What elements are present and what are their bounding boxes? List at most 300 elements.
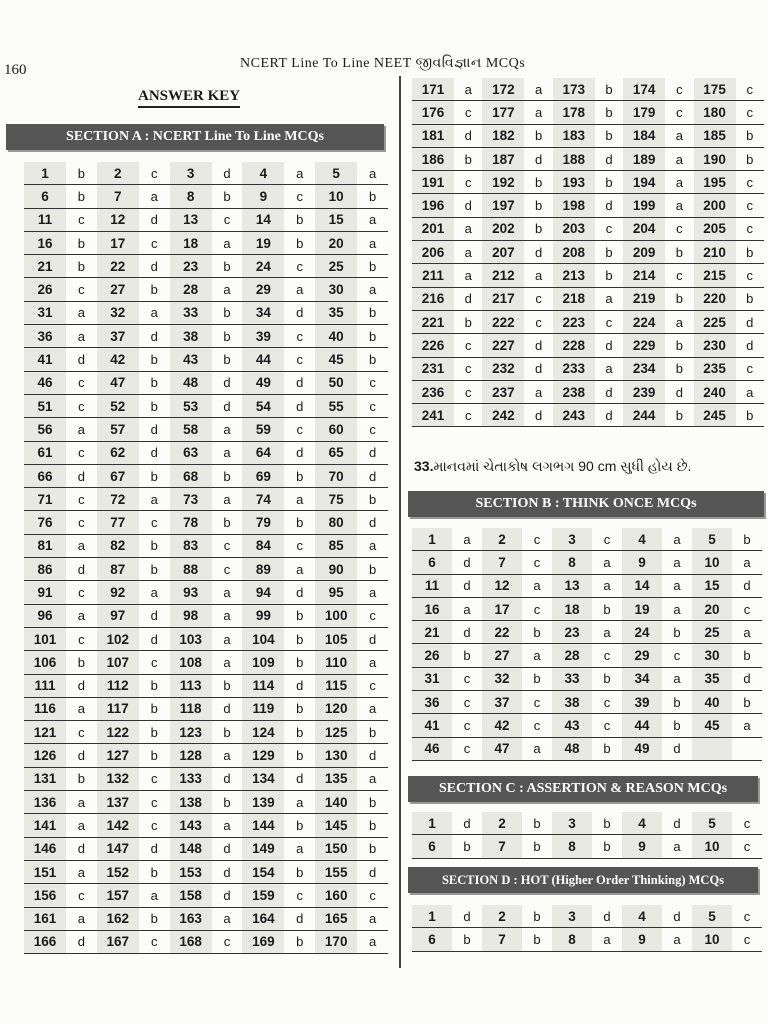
- answer-letter: d: [357, 860, 388, 883]
- section-a-table-left: [24, 162, 388, 954]
- question-number: 232: [482, 357, 524, 380]
- question-number: 230: [694, 334, 736, 357]
- answer-letter: b: [357, 185, 388, 208]
- answer-letter: a: [66, 534, 97, 557]
- answer-row: [24, 907, 388, 930]
- answer-letter: b: [452, 835, 482, 858]
- answer-row: [24, 394, 388, 417]
- answer-row: [412, 101, 764, 124]
- question-number: 135: [315, 767, 357, 790]
- answer-letter: c: [66, 627, 97, 650]
- question-number: 74: [242, 488, 284, 511]
- answer-letter: a: [454, 78, 482, 101]
- question-number: 21: [412, 621, 452, 644]
- question-number: 182: [482, 124, 524, 147]
- section-c-table: [412, 812, 762, 859]
- question-number: 101: [24, 627, 66, 650]
- question-number: 214: [623, 264, 665, 287]
- answer-letter: d: [452, 574, 482, 597]
- answer-letter: c: [66, 371, 97, 394]
- question-number: 12: [482, 574, 522, 597]
- question-number: 15: [692, 574, 732, 597]
- answer-letter: c: [592, 714, 622, 737]
- question-number: 165: [315, 907, 357, 930]
- question-number: 18: [170, 231, 212, 254]
- question-number: 41: [24, 348, 66, 371]
- question-number: 5: [692, 528, 732, 551]
- question-number: 17: [482, 597, 522, 620]
- question-number: 141: [24, 814, 66, 837]
- answer-row: [24, 558, 388, 581]
- answer-letter: d: [595, 194, 623, 217]
- question-number: 158: [170, 884, 212, 907]
- answer-letter: b: [592, 812, 622, 835]
- answer-letter: b: [522, 928, 552, 951]
- question-number: 7: [482, 551, 522, 574]
- question-number: 73: [170, 488, 212, 511]
- answer-letter: c: [452, 667, 482, 690]
- question-number: 20: [692, 597, 732, 620]
- answer-letter: b: [212, 348, 243, 371]
- answer-letter: c: [595, 310, 623, 333]
- question-number: 71: [24, 488, 66, 511]
- question-number: 11: [24, 208, 66, 231]
- question-number: 5: [315, 162, 357, 185]
- answer-letter: a: [357, 930, 388, 953]
- answer-letter: c: [736, 78, 764, 101]
- question-number: 227: [482, 334, 524, 357]
- question-number: 149: [242, 837, 284, 860]
- question-number: 14: [622, 574, 662, 597]
- answer-row: [412, 171, 764, 194]
- answer-letter: c: [736, 217, 764, 240]
- question-number: 4: [242, 162, 284, 185]
- question-number: 2: [97, 162, 139, 185]
- answer-row: [24, 627, 388, 650]
- answer-letter: a: [662, 528, 692, 551]
- answer-letter: c: [452, 691, 482, 714]
- answer-letter: b: [524, 194, 552, 217]
- answer-letter: b: [66, 231, 97, 254]
- question-number: 196: [412, 194, 454, 217]
- question-number: 55: [315, 394, 357, 417]
- question-number: 13: [170, 208, 212, 231]
- answer-letter: a: [665, 194, 693, 217]
- answer-letter: a: [522, 644, 552, 667]
- answer-row: [24, 604, 388, 627]
- question-number: 70: [315, 464, 357, 487]
- question-number: 218: [553, 287, 595, 310]
- question-number: 48: [552, 737, 592, 760]
- question-number: 208: [553, 241, 595, 264]
- answer-letter: b: [595, 264, 623, 287]
- question-number: 179: [623, 101, 665, 124]
- answer-letter: b: [139, 534, 170, 557]
- answer-row: [24, 581, 388, 604]
- question-number: 245: [694, 404, 736, 427]
- answer-letter: c: [284, 255, 315, 278]
- answer-letter: c: [284, 534, 315, 557]
- question-number: 11: [412, 574, 452, 597]
- answer-letter: a: [592, 621, 622, 644]
- answer-letter: b: [139, 674, 170, 697]
- answer-letter: a: [665, 124, 693, 147]
- question-number: 111: [24, 674, 66, 697]
- answer-letter: d: [357, 744, 388, 767]
- question-number: 167: [97, 930, 139, 953]
- question-number: 138: [170, 791, 212, 814]
- question-number: 20: [315, 231, 357, 254]
- question-number: 210: [694, 241, 736, 264]
- answer-letter: c: [736, 171, 764, 194]
- answer-letter: b: [454, 147, 482, 170]
- answer-letter: a: [212, 744, 243, 767]
- question-number: 40: [692, 691, 732, 714]
- answer-letter: a: [524, 380, 552, 403]
- question-number: 3: [552, 812, 592, 835]
- answer-letter: d: [66, 930, 97, 953]
- answer-letter: d: [139, 418, 170, 441]
- answer-letter: a: [139, 301, 170, 324]
- question-number: 68: [170, 464, 212, 487]
- question-number: 181: [412, 124, 454, 147]
- answer-letter: d: [212, 371, 243, 394]
- answer-letter: d: [732, 667, 762, 690]
- answer-letter: a: [665, 171, 693, 194]
- answer-letter: c: [357, 604, 388, 627]
- answer-letter: c: [592, 691, 622, 714]
- section-d-banner: SECTION D : HOT (Higher Order Thinking) MCQs: [408, 867, 758, 893]
- question-number: 83: [170, 534, 212, 557]
- question-number: 2: [482, 812, 522, 835]
- answer-letter: b: [662, 621, 692, 644]
- answer-letter: b: [66, 255, 97, 278]
- answer-letter: d: [212, 860, 243, 883]
- question-number: 80: [315, 511, 357, 534]
- answer-letter: b: [665, 404, 693, 427]
- question-number: 222: [482, 310, 524, 333]
- question-number: 16: [412, 597, 452, 620]
- answer-letter: a: [284, 558, 315, 581]
- question-number: 151: [24, 860, 66, 883]
- question-number: 32: [97, 301, 139, 324]
- answer-letter: c: [66, 581, 97, 604]
- answer-letter: a: [524, 78, 552, 101]
- section-c-banner: SECTION C : ASSERTION & REASON MCQs: [408, 776, 758, 802]
- question-number: 171: [412, 78, 454, 101]
- question-number: 217: [482, 287, 524, 310]
- answer-letter: a: [284, 278, 315, 301]
- question-number: 219: [623, 287, 665, 310]
- answer-letter: a: [284, 162, 315, 185]
- question-number: 154: [242, 860, 284, 883]
- answer-letter: d: [595, 334, 623, 357]
- answer-letter: d: [212, 697, 243, 720]
- question-number: 1: [24, 162, 66, 185]
- answer-letter: d: [454, 287, 482, 310]
- answer-letter: d: [66, 674, 97, 697]
- page-number: 160: [4, 62, 27, 78]
- answer-letter: b: [732, 691, 762, 714]
- question-number: 87: [97, 558, 139, 581]
- answer-letter: b: [212, 721, 243, 744]
- question-number: 123: [170, 721, 212, 744]
- question-number: 17: [97, 231, 139, 254]
- answer-letter: d: [595, 380, 623, 403]
- question-number: 127: [97, 744, 139, 767]
- answer-letter: b: [139, 744, 170, 767]
- answer-letter: a: [66, 907, 97, 930]
- answer-letter: b: [522, 667, 552, 690]
- question-number: 112: [97, 674, 139, 697]
- answer-letter: b: [357, 301, 388, 324]
- question-number: 239: [623, 380, 665, 403]
- answer-letter: b: [284, 511, 315, 534]
- answer-letter: c: [452, 714, 482, 737]
- answer-letter: b: [357, 255, 388, 278]
- answer-letter: [732, 737, 762, 760]
- answer-letter: d: [212, 162, 243, 185]
- answer-letter: b: [139, 371, 170, 394]
- question-number: 90: [315, 558, 357, 581]
- answer-letter: d: [357, 511, 388, 534]
- question-number: 6: [24, 185, 66, 208]
- answer-letter: a: [66, 860, 97, 883]
- answer-letter: b: [522, 621, 552, 644]
- question-number: 121: [24, 721, 66, 744]
- question-number: 128: [170, 744, 212, 767]
- question-number: 166: [24, 930, 66, 953]
- question-number: 4: [622, 812, 662, 835]
- answer-letter: a: [592, 551, 622, 574]
- answer-letter: d: [284, 581, 315, 604]
- question-number: 45: [315, 348, 357, 371]
- answer-row: [412, 905, 762, 928]
- answer-letter: c: [212, 558, 243, 581]
- answer-row: [24, 837, 388, 860]
- answer-letter: c: [66, 208, 97, 231]
- question-number: 170: [315, 930, 357, 953]
- question-number: 94: [242, 581, 284, 604]
- answer-letter: d: [66, 464, 97, 487]
- question-number: 206: [412, 241, 454, 264]
- answer-letter: a: [284, 791, 315, 814]
- answer-row: [24, 674, 388, 697]
- answer-letter: a: [66, 791, 97, 814]
- question-number: 47: [97, 371, 139, 394]
- question-number: 38: [552, 691, 592, 714]
- question-number: 39: [242, 325, 284, 348]
- answer-letter: b: [662, 691, 692, 714]
- question-number: 79: [242, 511, 284, 534]
- answer-letter: b: [284, 464, 315, 487]
- answer-letter: c: [732, 905, 762, 928]
- question-number: 1: [412, 905, 452, 928]
- answer-letter: b: [736, 124, 764, 147]
- answer-letter: a: [357, 907, 388, 930]
- answer-row: [24, 208, 388, 231]
- question-number: 46: [412, 737, 452, 760]
- question-number: 47: [482, 737, 522, 760]
- question-number: 31: [412, 667, 452, 690]
- question-number: 34: [242, 301, 284, 324]
- question-number: 84: [242, 534, 284, 557]
- answer-letter: c: [357, 674, 388, 697]
- answer-row: [412, 287, 764, 310]
- answer-letter: c: [454, 334, 482, 357]
- answer-letter: a: [66, 604, 97, 627]
- question-number: 35: [315, 301, 357, 324]
- answer-letter: b: [284, 231, 315, 254]
- question-number: 190: [694, 147, 736, 170]
- question-number: 44: [622, 714, 662, 737]
- question-number: 44: [242, 348, 284, 371]
- answer-letter: a: [212, 604, 243, 627]
- question-number: 175: [694, 78, 736, 101]
- question-number: 204: [623, 217, 665, 240]
- question-number: 32: [482, 667, 522, 690]
- answer-letter: d: [139, 208, 170, 231]
- question-number: 169: [242, 930, 284, 953]
- question-number: 104: [242, 627, 284, 650]
- answer-row: [412, 380, 764, 403]
- question-number: 29: [622, 644, 662, 667]
- question-number: 202: [482, 217, 524, 240]
- question-number: 187: [482, 147, 524, 170]
- note-number: 33.: [414, 458, 434, 474]
- answer-letter: d: [66, 837, 97, 860]
- question-number: 12: [97, 208, 139, 231]
- answer-letter: c: [736, 357, 764, 380]
- question-number: 82: [97, 534, 139, 557]
- answer-letter: b: [284, 860, 315, 883]
- answer-letter: a: [454, 241, 482, 264]
- question-number: 241: [412, 404, 454, 427]
- answer-letter: d: [212, 394, 243, 417]
- answer-letter: b: [736, 287, 764, 310]
- answer-letter: a: [595, 287, 623, 310]
- answer-row: [24, 767, 388, 790]
- question-number: 93: [170, 581, 212, 604]
- answer-row: [24, 721, 388, 744]
- answer-letter: c: [736, 264, 764, 287]
- question-number: 5: [692, 812, 732, 835]
- question-number: 122: [97, 721, 139, 744]
- question-number: 159: [242, 884, 284, 907]
- answer-letter: a: [284, 488, 315, 511]
- answer-letter: d: [595, 147, 623, 170]
- answer-row: [24, 791, 388, 814]
- question-number: 236: [412, 380, 454, 403]
- question-number: 4: [622, 905, 662, 928]
- question-number: 41: [412, 714, 452, 737]
- section-b-table: [412, 528, 762, 761]
- question-number: 7: [482, 835, 522, 858]
- question-number: 160: [315, 884, 357, 907]
- answer-letter: c: [357, 418, 388, 441]
- answer-letter: c: [454, 101, 482, 124]
- question-number: 185: [694, 124, 736, 147]
- answer-row: [24, 185, 388, 208]
- question-number: 8: [552, 551, 592, 574]
- answer-letter: d: [524, 241, 552, 264]
- answer-letter: c: [139, 651, 170, 674]
- answer-letter: c: [665, 264, 693, 287]
- question-number: 110: [315, 651, 357, 674]
- answer-letter: d: [524, 404, 552, 427]
- question-number: 152: [97, 860, 139, 883]
- answer-letter: c: [522, 714, 552, 737]
- answer-letter: b: [139, 348, 170, 371]
- answer-row: [24, 651, 388, 674]
- question-number: 108: [170, 651, 212, 674]
- question-number: 49: [242, 371, 284, 394]
- answer-letter: d: [357, 441, 388, 464]
- question-number: 195: [694, 171, 736, 194]
- answer-letter: d: [284, 441, 315, 464]
- question-number: 105: [315, 627, 357, 650]
- question-number: 10: [692, 551, 732, 574]
- answer-letter: b: [139, 278, 170, 301]
- answer-letter: c: [732, 597, 762, 620]
- question-number: 172: [482, 78, 524, 101]
- answer-row: [412, 667, 762, 690]
- answer-letter: a: [665, 147, 693, 170]
- question-number: 155: [315, 860, 357, 883]
- answer-letter: a: [212, 907, 243, 930]
- answer-letter: d: [284, 301, 315, 324]
- question-number: 96: [24, 604, 66, 627]
- answer-letter: a: [595, 357, 623, 380]
- question-number: 146: [24, 837, 66, 860]
- answer-letter: d: [66, 348, 97, 371]
- question-number: 119: [242, 697, 284, 720]
- answer-letter: a: [522, 574, 552, 597]
- answer-row: [24, 231, 388, 254]
- question-number: 188: [553, 147, 595, 170]
- question-number: 130: [315, 744, 357, 767]
- answer-letter: b: [736, 404, 764, 427]
- answer-row: [24, 884, 388, 907]
- question-number: 24: [242, 255, 284, 278]
- answer-letter: a: [212, 231, 243, 254]
- answer-letter: b: [66, 185, 97, 208]
- explanatory-note: [414, 458, 691, 475]
- answer-letter: d: [662, 812, 692, 835]
- question-number: 153: [170, 860, 212, 883]
- question-number: 24: [622, 621, 662, 644]
- question-number: 6: [412, 928, 452, 951]
- answer-letter: b: [284, 930, 315, 953]
- question-number: 3: [552, 528, 592, 551]
- answer-letter: c: [139, 511, 170, 534]
- question-number: 237: [482, 380, 524, 403]
- answer-letter: b: [736, 241, 764, 264]
- answer-row: [24, 162, 388, 185]
- question-number: 211: [412, 264, 454, 287]
- answer-row: [24, 488, 388, 511]
- answer-letter: d: [662, 737, 692, 760]
- answer-row: [24, 534, 388, 557]
- question-number: 228: [553, 334, 595, 357]
- question-number: 63: [170, 441, 212, 464]
- answer-letter: c: [66, 441, 97, 464]
- answer-letter: c: [454, 404, 482, 427]
- question-number: 100: [315, 604, 357, 627]
- question-number: 197: [482, 194, 524, 217]
- answer-letter: d: [524, 357, 552, 380]
- answer-letter: a: [357, 208, 388, 231]
